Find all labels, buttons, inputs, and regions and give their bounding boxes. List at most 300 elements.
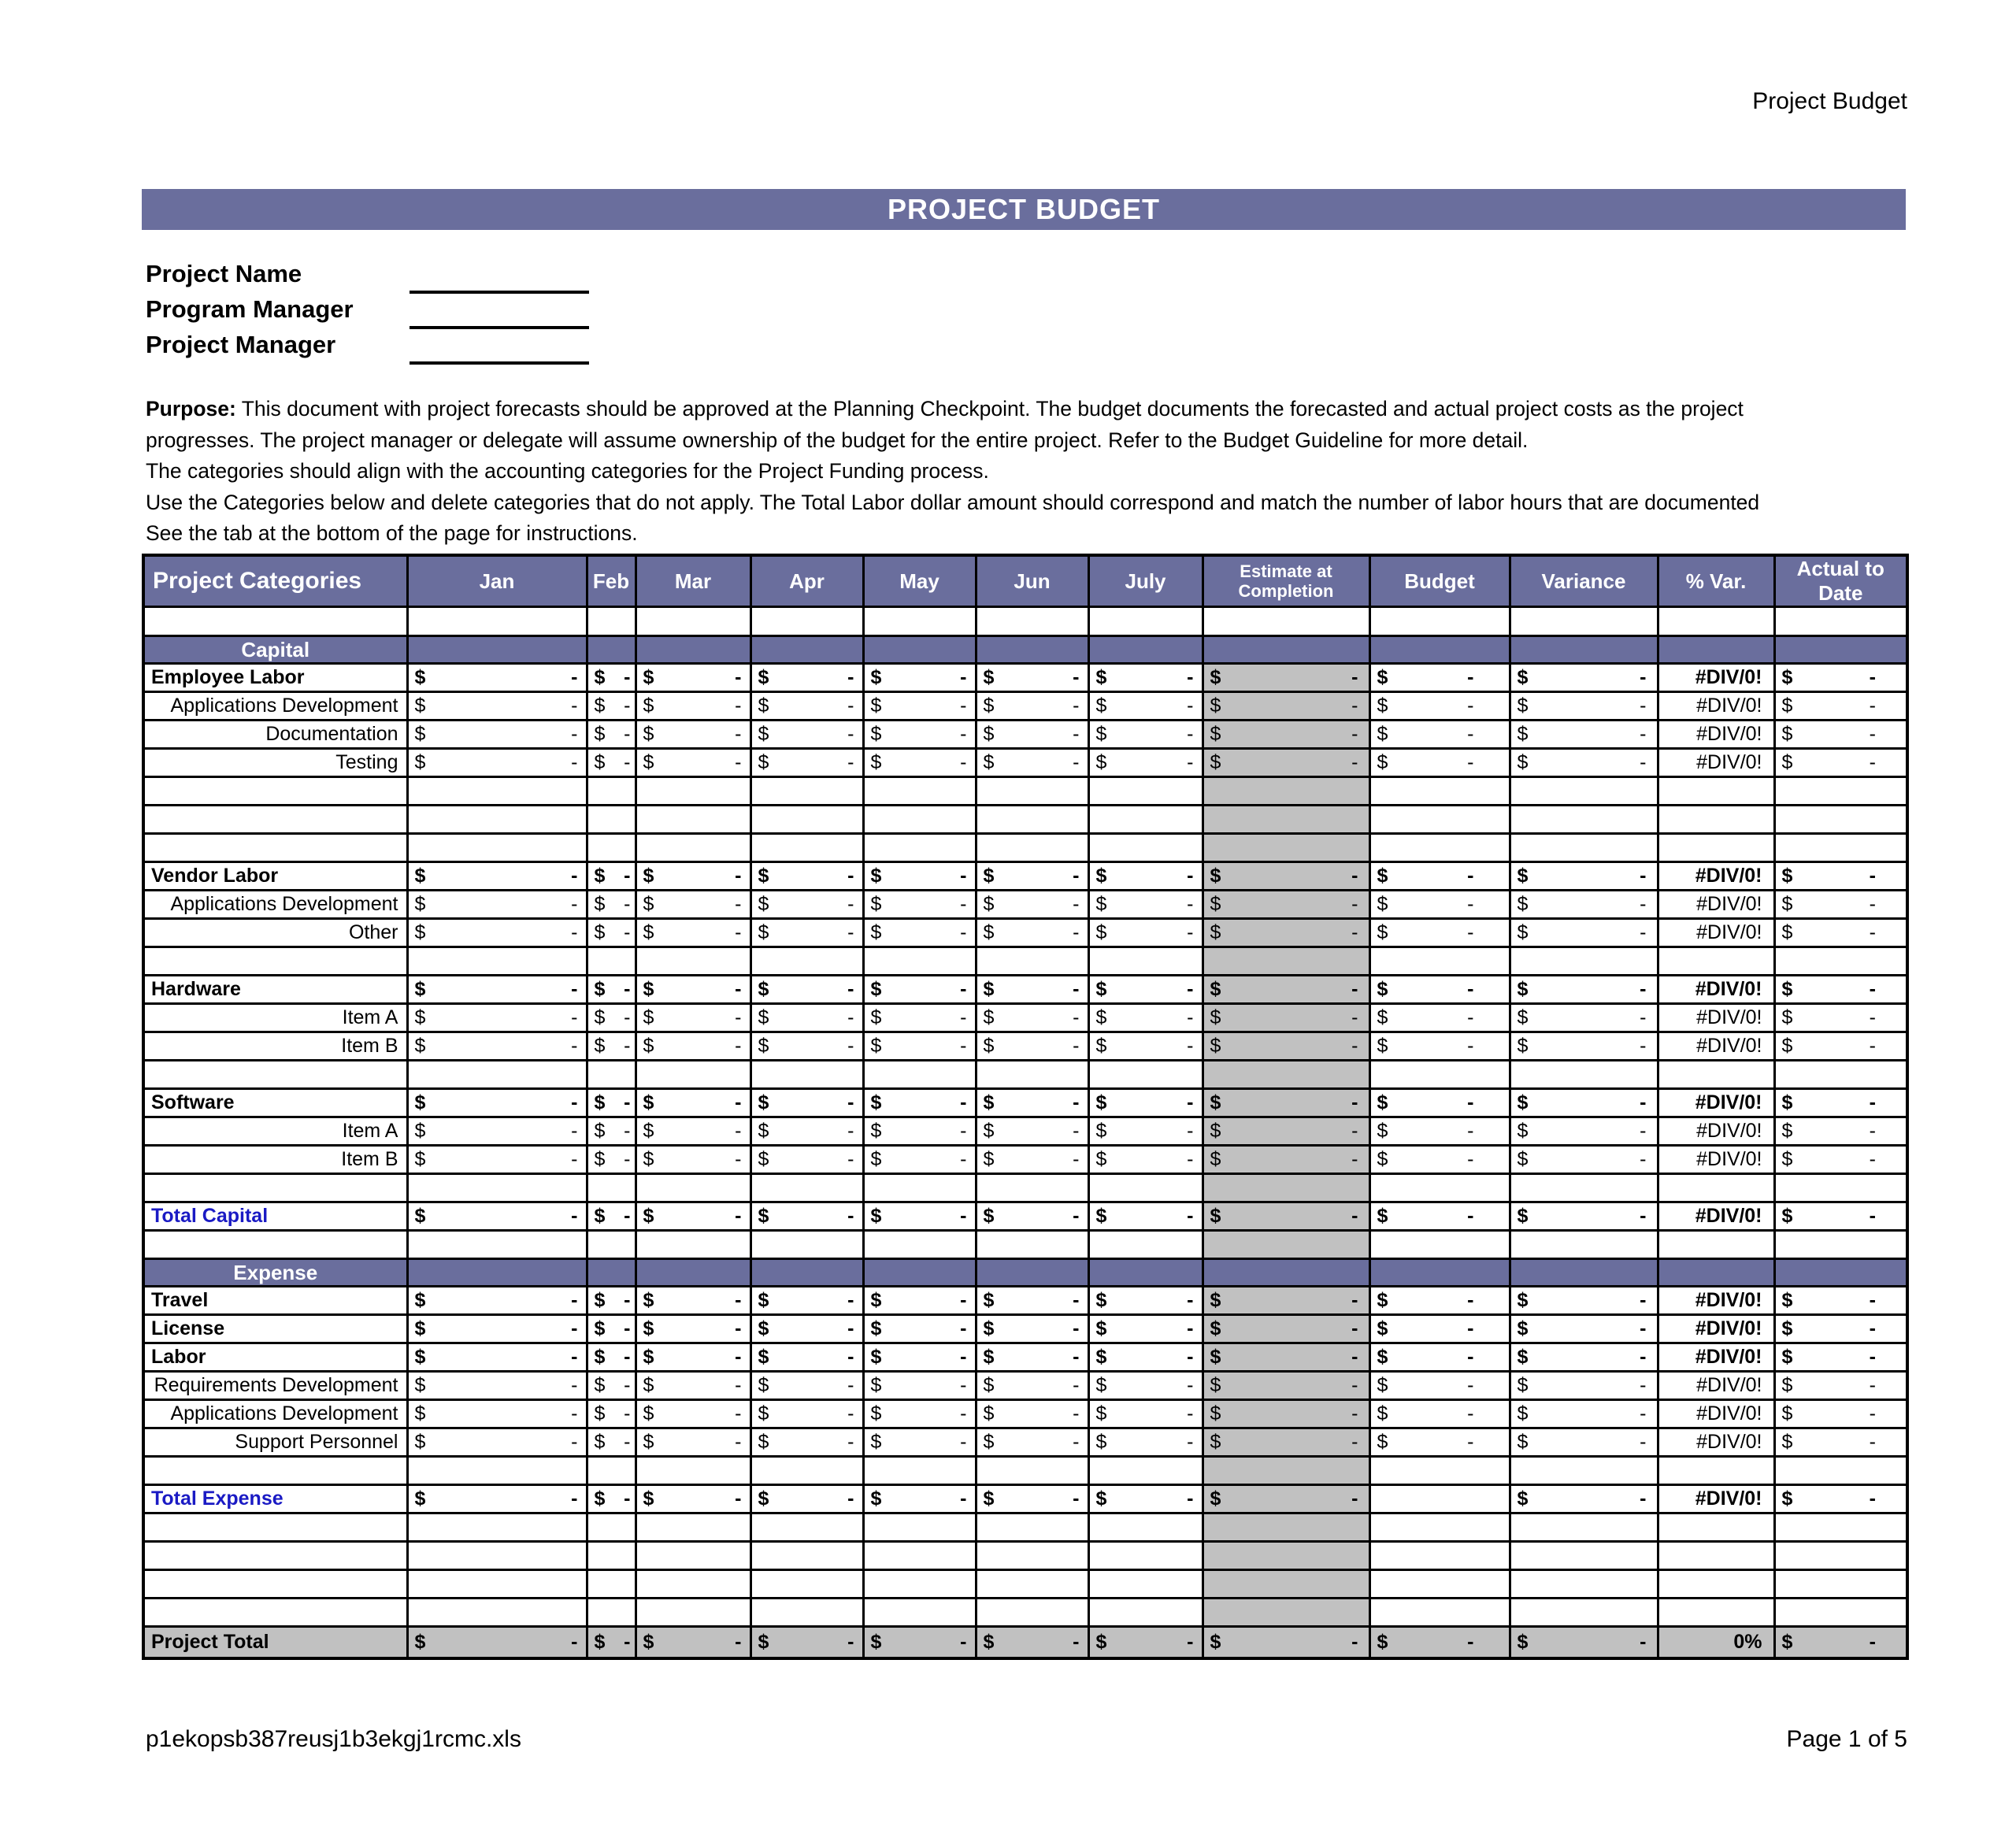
cell-mar xyxy=(636,1287,750,1315)
cell-feb xyxy=(587,1485,636,1513)
dash-value: - xyxy=(960,751,967,773)
cell-jan xyxy=(407,1315,587,1343)
cell-category: Software xyxy=(143,1089,407,1117)
dash-value: - xyxy=(1187,1487,1194,1510)
dash-value: - xyxy=(1351,1148,1358,1170)
dollar-sign: $ xyxy=(1377,1317,1388,1339)
cell-category: Applications Development xyxy=(143,891,407,919)
cell-feb xyxy=(587,1202,636,1231)
dash-value: - xyxy=(624,1006,631,1028)
cell-feb xyxy=(587,1315,636,1343)
dash-value: - xyxy=(624,1374,631,1396)
cell-may xyxy=(863,976,976,1004)
dollar-sign: $ xyxy=(870,1006,882,1028)
dash-value: - xyxy=(1869,1402,1876,1425)
dollar-sign: $ xyxy=(1210,978,1221,1000)
cell-apr xyxy=(750,806,863,834)
dollar-sign: $ xyxy=(643,1487,654,1510)
cell-feb xyxy=(587,1061,636,1089)
cell-variance xyxy=(1510,1089,1658,1117)
dash-value: - xyxy=(960,723,967,745)
dash-value: - xyxy=(1869,1205,1876,1227)
cell-category xyxy=(143,947,407,976)
cell-budget xyxy=(1369,607,1510,636)
dash-value: - xyxy=(1073,1487,1080,1510)
cell-jun xyxy=(976,1627,1088,1658)
cell-feb xyxy=(587,749,636,777)
dash-value: - xyxy=(1073,978,1080,1000)
budget-table-wrap xyxy=(142,554,1909,1660)
cell-jun xyxy=(976,1146,1088,1174)
dash-value: - xyxy=(1467,1346,1474,1368)
dash-value: - xyxy=(1640,978,1647,1000)
cell-variance xyxy=(1510,1061,1658,1089)
table-row-spacer xyxy=(143,607,1907,636)
cell-variance xyxy=(1510,1004,1658,1032)
cell-budget xyxy=(1369,1259,1510,1287)
cell-est xyxy=(1203,1400,1369,1428)
dash-value: - xyxy=(735,1035,742,1057)
cell-apr xyxy=(750,1315,863,1343)
dollar-sign: $ xyxy=(758,1035,769,1057)
cell-pct xyxy=(1658,1513,1774,1542)
cell-apr xyxy=(750,1089,863,1117)
cell-may xyxy=(863,664,976,692)
dollar-sign: $ xyxy=(1095,865,1107,887)
dollar-sign: $ xyxy=(643,865,654,887)
dollar-sign: $ xyxy=(1781,1431,1793,1453)
dash-value: - xyxy=(1640,1035,1647,1057)
cell-variance xyxy=(1510,1117,1658,1146)
cell-category xyxy=(143,777,407,806)
dollar-sign: $ xyxy=(594,751,606,773)
dash-value: - xyxy=(1640,1091,1647,1113)
dash-value: - xyxy=(1640,1205,1647,1227)
dash-value: - xyxy=(1187,1006,1194,1028)
cell-july xyxy=(1088,1457,1203,1485)
cell-budget xyxy=(1369,692,1510,721)
cell-feb xyxy=(587,636,636,664)
cell-pct: #DIV/0! xyxy=(1658,1485,1774,1513)
cell-category: Applications Development xyxy=(143,692,407,721)
cell-variance xyxy=(1510,1542,1658,1570)
cell-july xyxy=(1088,891,1203,919)
dash-value: - xyxy=(1073,666,1080,688)
cell-category: Testing xyxy=(143,749,407,777)
cell-july xyxy=(1088,1428,1203,1457)
dollar-sign: $ xyxy=(414,695,426,717)
field-label: Program Manager xyxy=(146,295,354,323)
dash-value: - xyxy=(1073,893,1080,915)
table-row-total-total-expense xyxy=(143,1485,1907,1513)
dash-value: - xyxy=(1073,1205,1080,1227)
cell-jan xyxy=(407,1032,587,1061)
dollar-sign: $ xyxy=(983,695,995,717)
column-header-actual: Actual to Date xyxy=(1774,555,1907,607)
cell-budget xyxy=(1369,1570,1510,1599)
cell-variance xyxy=(1510,1259,1658,1287)
dollar-sign: $ xyxy=(870,893,882,915)
cell-jun xyxy=(976,1315,1088,1343)
cell-july xyxy=(1088,777,1203,806)
dash-value: - xyxy=(847,723,854,745)
dollar-sign: $ xyxy=(1781,751,1793,773)
cell-variance xyxy=(1510,1315,1658,1343)
cell-jun xyxy=(976,1457,1088,1485)
table-row-item-item-b xyxy=(143,1032,1907,1061)
cell-variance xyxy=(1510,1146,1658,1174)
cell-pct: #DIV/0! xyxy=(1658,692,1774,721)
dash-value: - xyxy=(1640,1374,1647,1396)
cell-pct xyxy=(1658,1599,1774,1627)
dash-value: - xyxy=(847,1289,854,1311)
cell-jun xyxy=(976,749,1088,777)
dash-value: - xyxy=(735,1317,742,1339)
dash-value: - xyxy=(1351,1487,1358,1510)
dash-value: - xyxy=(1351,1091,1358,1113)
dash-value: - xyxy=(847,1630,854,1653)
cell-may xyxy=(863,947,976,976)
dollar-sign: $ xyxy=(758,723,769,745)
cell-feb xyxy=(587,976,636,1004)
dollar-sign: $ xyxy=(758,751,769,773)
cell-may xyxy=(863,1089,976,1117)
dash-value: - xyxy=(1869,1006,1876,1028)
dash-value: - xyxy=(571,893,578,915)
cell-pct xyxy=(1658,636,1774,664)
dollar-sign: $ xyxy=(1781,1374,1793,1396)
cell-category: Item A xyxy=(143,1004,407,1032)
cell-feb xyxy=(587,1627,636,1658)
dash-value: - xyxy=(1467,1374,1474,1396)
cell-budget xyxy=(1369,1004,1510,1032)
cell-est xyxy=(1203,1259,1369,1287)
dash-value: - xyxy=(847,1120,854,1142)
cell-category: Project Total xyxy=(143,1627,407,1658)
dollar-sign: $ xyxy=(643,1431,654,1453)
cell-mar xyxy=(636,1174,750,1202)
dash-value: - xyxy=(1869,1035,1876,1057)
cell-feb xyxy=(587,1117,636,1146)
cell-variance xyxy=(1510,891,1658,919)
dash-value: - xyxy=(624,1205,631,1227)
cell-may xyxy=(863,721,976,749)
dollar-sign: $ xyxy=(1781,1006,1793,1028)
cell-feb xyxy=(587,692,636,721)
cell-apr xyxy=(750,1485,863,1513)
dollar-sign: $ xyxy=(1781,1205,1793,1227)
dash-value: - xyxy=(1073,1346,1080,1368)
dollar-sign: $ xyxy=(1517,1006,1529,1028)
table-row-total-total-capital xyxy=(143,1202,1907,1231)
table-row-item-vendor-labor xyxy=(143,862,1907,891)
cell-actual xyxy=(1774,777,1907,806)
dollar-sign: $ xyxy=(1210,1035,1221,1057)
cell-july xyxy=(1088,692,1203,721)
cell-variance xyxy=(1510,1485,1658,1513)
cell-may xyxy=(863,692,976,721)
dash-value: - xyxy=(847,1487,854,1510)
cell-jan xyxy=(407,1061,587,1089)
cell-budget xyxy=(1369,947,1510,976)
dash-value: - xyxy=(1351,978,1358,1000)
cell-july xyxy=(1088,1343,1203,1372)
cell-budget xyxy=(1369,749,1510,777)
dollar-sign: $ xyxy=(1517,1374,1529,1396)
dollar-sign: $ xyxy=(983,1205,995,1227)
cell-est xyxy=(1203,947,1369,976)
cell-mar xyxy=(636,891,750,919)
dollar-sign: $ xyxy=(870,1317,882,1339)
dash-value: - xyxy=(1187,666,1194,688)
dash-value: - xyxy=(960,865,967,887)
cell-apr xyxy=(750,1202,863,1231)
cell-jan xyxy=(407,1146,587,1174)
dash-value: - xyxy=(1351,1374,1358,1396)
cell-may xyxy=(863,607,976,636)
cell-apr xyxy=(750,862,863,891)
cell-variance xyxy=(1510,806,1658,834)
dash-value: - xyxy=(1187,1346,1194,1368)
cell-actual xyxy=(1774,1117,1907,1146)
cell-jan xyxy=(407,976,587,1004)
dash-value: - xyxy=(624,1630,631,1653)
dollar-sign: $ xyxy=(870,1431,882,1453)
cell-jun xyxy=(976,1259,1088,1287)
dash-value: - xyxy=(1467,1091,1474,1113)
cell-pct: #DIV/0! xyxy=(1658,919,1774,947)
cell-may xyxy=(863,834,976,862)
cell-mar xyxy=(636,1231,750,1259)
cell-est xyxy=(1203,1457,1369,1485)
dollar-sign: $ xyxy=(643,1317,654,1339)
dash-value: - xyxy=(1467,1205,1474,1227)
dash-value: - xyxy=(1640,1120,1647,1142)
dollar-sign: $ xyxy=(870,1205,882,1227)
cell-july xyxy=(1088,1627,1203,1658)
project-field-row xyxy=(146,331,776,366)
dollar-sign: $ xyxy=(1377,695,1388,717)
cell-apr xyxy=(750,834,863,862)
dash-value: - xyxy=(960,1487,967,1510)
dash-value: - xyxy=(1869,1431,1876,1453)
cell-apr xyxy=(750,1599,863,1627)
dash-value: - xyxy=(1073,865,1080,887)
dollar-sign: $ xyxy=(1210,666,1221,688)
dash-value: - xyxy=(1640,1402,1647,1425)
cell-jan xyxy=(407,862,587,891)
dash-value: - xyxy=(1869,1346,1876,1368)
dollar-sign: $ xyxy=(643,978,654,1000)
dollar-sign: $ xyxy=(1095,695,1107,717)
dollar-sign: $ xyxy=(1781,1148,1793,1170)
purpose-line: See the tab at the bottom of the page for instructions. xyxy=(146,521,638,545)
dollar-sign: $ xyxy=(758,978,769,1000)
dollar-sign: $ xyxy=(983,1402,995,1425)
dollar-sign: $ xyxy=(983,1091,995,1113)
dollar-sign: $ xyxy=(1517,1431,1529,1453)
dash-value: - xyxy=(735,921,742,943)
dash-value: - xyxy=(1640,1289,1647,1311)
dollar-sign: $ xyxy=(1517,723,1529,745)
field-label: Project Name xyxy=(146,260,302,287)
dash-value: - xyxy=(1187,921,1194,943)
dash-value: - xyxy=(1869,1630,1876,1653)
dash-value: - xyxy=(847,1035,854,1057)
cell-actual xyxy=(1774,1457,1907,1485)
cell-july xyxy=(1088,1146,1203,1174)
dollar-sign: $ xyxy=(594,893,606,915)
dollar-sign: $ xyxy=(1210,1374,1221,1396)
page-corner-title: Project Budget xyxy=(1752,88,1907,114)
cell-actual xyxy=(1774,919,1907,947)
dash-value: - xyxy=(735,1374,742,1396)
cell-jan xyxy=(407,1570,587,1599)
cell-mar xyxy=(636,834,750,862)
dash-value: - xyxy=(960,1091,967,1113)
dash-value: - xyxy=(624,723,631,745)
cell-mar xyxy=(636,1513,750,1542)
cell-jun xyxy=(976,1061,1088,1089)
dollar-sign: $ xyxy=(1781,893,1793,915)
dash-value: - xyxy=(1640,865,1647,887)
dash-value: - xyxy=(1869,921,1876,943)
cell-apr xyxy=(750,607,863,636)
cell-pct: #DIV/0! xyxy=(1658,891,1774,919)
cell-may xyxy=(863,1457,976,1485)
dash-value: - xyxy=(847,1091,854,1113)
dollar-sign: $ xyxy=(1095,1091,1107,1113)
cell-july xyxy=(1088,1570,1203,1599)
dash-value: - xyxy=(624,1035,631,1057)
cell-jan xyxy=(407,1259,587,1287)
cell-feb xyxy=(587,1231,636,1259)
column-header-july: July xyxy=(1088,555,1203,607)
dash-value: - xyxy=(1467,666,1474,688)
dash-value: - xyxy=(1351,893,1358,915)
cell-jan xyxy=(407,1117,587,1146)
dash-value: - xyxy=(847,1006,854,1028)
project-field-row xyxy=(146,260,776,295)
cell-jun xyxy=(976,806,1088,834)
dollar-sign: $ xyxy=(1210,1487,1221,1510)
cell-mar xyxy=(636,664,750,692)
cell-apr xyxy=(750,1259,863,1287)
dollar-sign: $ xyxy=(414,978,426,1000)
dollar-sign: $ xyxy=(594,1431,606,1453)
cell-actual xyxy=(1774,607,1907,636)
cell-variance xyxy=(1510,749,1658,777)
cell-july xyxy=(1088,1400,1203,1428)
dash-value: - xyxy=(1351,666,1358,688)
column-header-may: May xyxy=(863,555,976,607)
cell-est xyxy=(1203,1202,1369,1231)
cell-july xyxy=(1088,1174,1203,1202)
cell-jun xyxy=(976,947,1088,976)
dollar-sign: $ xyxy=(1210,1317,1221,1339)
cell-est xyxy=(1203,1061,1369,1089)
cell-apr xyxy=(750,947,863,976)
cell-may xyxy=(863,1259,976,1287)
cell-jan xyxy=(407,1485,587,1513)
dollar-sign: $ xyxy=(643,723,654,745)
dollar-sign: $ xyxy=(983,978,995,1000)
dollar-sign: $ xyxy=(643,1091,654,1113)
dollar-sign: $ xyxy=(414,1431,426,1453)
dash-value: - xyxy=(1640,1487,1647,1510)
column-header-variance: Variance xyxy=(1510,555,1658,607)
cell-may xyxy=(863,1004,976,1032)
dash-value: - xyxy=(624,1431,631,1453)
dollar-sign: $ xyxy=(983,1289,995,1311)
dash-value: - xyxy=(1351,695,1358,717)
cell-apr xyxy=(750,1343,863,1372)
dash-value: - xyxy=(1187,1120,1194,1142)
cell-actual xyxy=(1774,1599,1907,1627)
cell-est xyxy=(1203,976,1369,1004)
dash-value: - xyxy=(960,1402,967,1425)
cell-jan xyxy=(407,919,587,947)
cell-apr xyxy=(750,1061,863,1089)
dash-value: - xyxy=(960,1120,967,1142)
dash-value: - xyxy=(735,723,742,745)
cell-jan xyxy=(407,806,587,834)
dash-value: - xyxy=(1869,893,1876,915)
table-row-blank xyxy=(143,1513,1907,1542)
dash-value: - xyxy=(1187,1630,1194,1653)
cell-est xyxy=(1203,1117,1369,1146)
dash-value: - xyxy=(847,695,854,717)
cell-apr xyxy=(750,1231,863,1259)
dollar-sign: $ xyxy=(758,1120,769,1142)
dollar-sign: $ xyxy=(758,1205,769,1227)
dash-value: - xyxy=(1351,1205,1358,1227)
dollar-sign: $ xyxy=(870,1487,882,1510)
cell-category xyxy=(143,1570,407,1599)
field-label: Project Manager xyxy=(146,331,336,358)
dash-value: - xyxy=(960,921,967,943)
cell-jan xyxy=(407,1202,587,1231)
dash-value: - xyxy=(571,1035,578,1057)
dollar-sign: $ xyxy=(594,723,606,745)
dollar-sign: $ xyxy=(1210,1289,1221,1311)
cell-budget xyxy=(1369,1372,1510,1400)
dash-value: - xyxy=(571,1630,578,1653)
cell-variance xyxy=(1510,636,1658,664)
cell-budget xyxy=(1369,1599,1510,1627)
cell-july xyxy=(1088,721,1203,749)
cell-may xyxy=(863,1343,976,1372)
footer-page-number: Page 1 of 5 xyxy=(1786,1726,1907,1752)
cell-may xyxy=(863,777,976,806)
cell-mar xyxy=(636,1343,750,1372)
dollar-sign: $ xyxy=(1517,978,1529,1000)
cell-actual xyxy=(1774,1259,1907,1287)
purpose-line: Use the Categories below and delete categories that do not apply. The Total Labor dollar amount should correspond and match the number of labor hours that are documented xyxy=(146,490,1760,514)
cell-july xyxy=(1088,862,1203,891)
dash-value: - xyxy=(1073,1120,1080,1142)
dash-value: - xyxy=(1640,666,1647,688)
dollar-sign: $ xyxy=(594,1091,606,1113)
dollar-sign: $ xyxy=(758,921,769,943)
cell-feb xyxy=(587,721,636,749)
cell-may xyxy=(863,1627,976,1658)
dollar-sign: $ xyxy=(1377,1006,1388,1028)
cell-actual xyxy=(1774,947,1907,976)
dollar-sign: $ xyxy=(870,1289,882,1311)
table-row-blank xyxy=(143,1231,1907,1259)
dash-value: - xyxy=(1351,1120,1358,1142)
